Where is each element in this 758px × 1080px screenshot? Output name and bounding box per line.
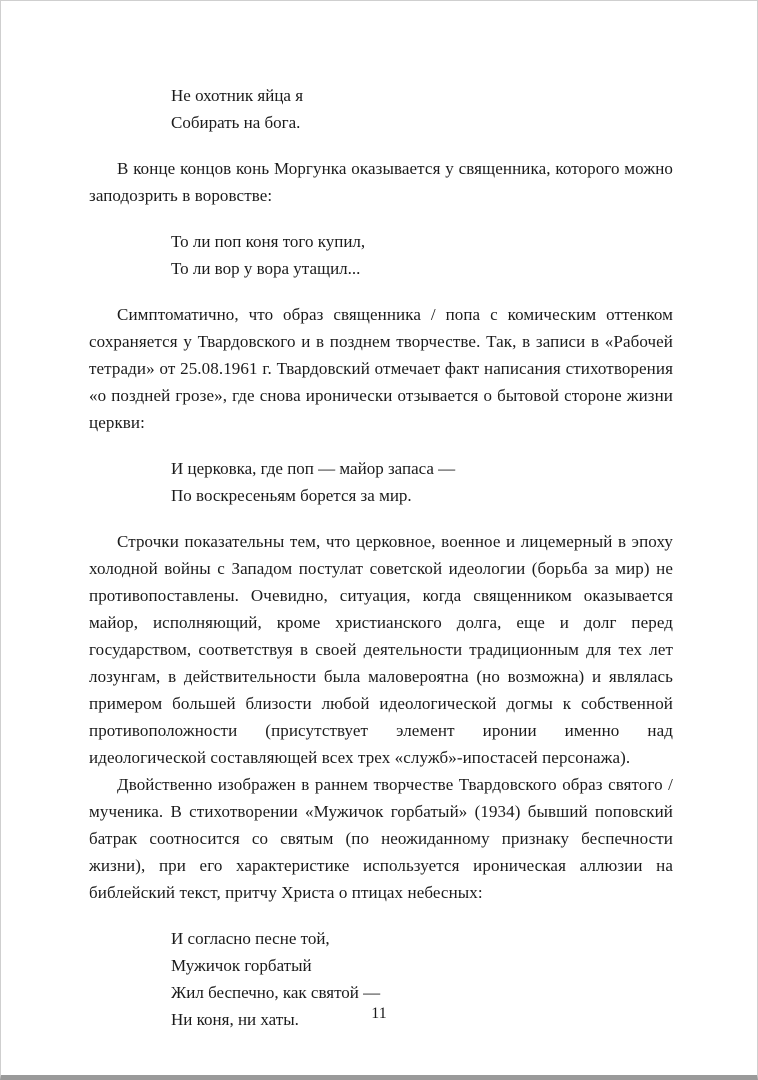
verse-line: Ни коня, ни хаты. xyxy=(171,1010,299,1029)
verse-line: Не охотник яйца я xyxy=(171,86,304,105)
page-content xyxy=(89,63,673,1052)
verse-block xyxy=(171,228,673,282)
paragraph: Симптоматично, что образ священника / попа с комическим оттенком сохраняется у Твардовского и в позднем творчестве. Так, в записи в «Рабочей тетради» от 25.08.1961 г. Твардовский отмечает факт написания стихотворения «о поздней грозе», где снова иронически отзывается о бытовой стороне жизни церкви: xyxy=(89,305,673,432)
verse-block xyxy=(171,82,673,136)
paragraph: В конце концов конь Моргунка оказывается у священника, которого можно заподозрить в воровстве: xyxy=(89,159,673,205)
verse-block xyxy=(171,455,673,509)
verse-line: И согласно песне той, xyxy=(171,929,330,948)
verse-line: Жил беспечно, как святой — xyxy=(171,983,381,1002)
verse-line: И церковка, где поп — майор запаса — xyxy=(171,459,456,478)
paragraph: Двойственно изображен в раннем творчестве Твардовского образ святого / мученика. В стихотворении «Мужичок горбатый» (1934) бывший поповский батрак соотносится со святым (по неожиданному признаку беспечности жизни), при его характеристике используется ироническая аллюзии на библейский текст, притчу Христа о птицах небесных: xyxy=(89,775,673,902)
verse-line: То ли поп коня того купил, xyxy=(171,232,366,251)
verse-line: Мужичок горбатый xyxy=(171,956,312,975)
verse-line: По воскресеньям борется за мир. xyxy=(171,486,412,505)
verse-line: То ли вор у вора утащил... xyxy=(171,259,361,278)
page-number: 11 xyxy=(371,1005,387,1022)
verse-line: Собирать на бога. xyxy=(171,113,301,132)
paragraph: Строчки показательны тем, что церковное, военное и лицемерный в эпоху холодной войны с Западом постулат советской идеологии (борьба за мир) не противопоставлены. Очевидно, ситуация, когда священником оказывается майор, исполняющий, кроме христианского долга, еще и долг перед государством, соответствуя в своей деятельности традиционным для тех лет лозунгам, в действительности была маловероятна (но возможна) и являлась примером большей близости любой идеологической догмы к собственной противоположности (присутствует элемент иронии именно над идеологической составляющей всех трех «служб»-ипостасей персонажа). xyxy=(89,532,673,767)
